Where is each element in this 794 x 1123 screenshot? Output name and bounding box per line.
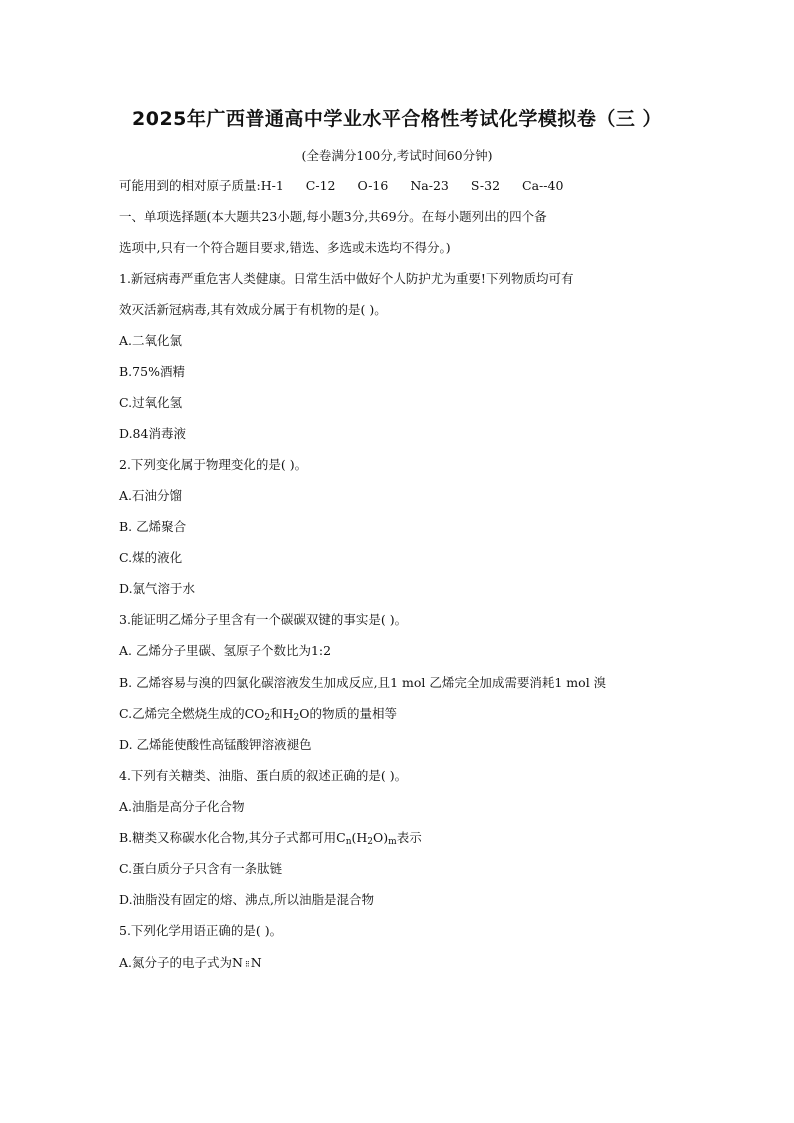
q3c-text-post: O的物质的量相等 [299,706,398,721]
atomic-mass-label: 可能用到的相对原子质量: [119,178,261,193]
question-1-option-c: C.过氧化氢 [119,395,183,410]
q4b-text-mid: O) [373,830,389,845]
atomic-mass-item: O-16 [357,178,389,193]
atomic-mass-item: Na-23 [410,178,449,193]
atomic-mass-item: C-12 [305,178,336,193]
q3c-text-pre: C.乙烯完全燃烧生成的CO [119,706,265,721]
electron-formula-n: N [250,955,262,970]
q4b-subscript: 2 [367,837,374,847]
atomic-mass-list [261,178,564,194]
q4b-text-post: 表示 [396,830,422,845]
q4b-subscript: m [388,837,397,847]
question-1-option-a: A.二氧化氯 [119,333,183,348]
q4b-subscript: n [345,837,352,847]
question-3-option-d: D. 乙烯能使酸性高锰酸钾溶液褪色 [119,737,312,752]
atomic-mass-item: Ca--40 [522,178,564,193]
q5a-text: A.氮分子的电子式为 [119,955,233,970]
question-3-stem: 3.能证明乙烯分子里含有一个碳碳双键的事实是( )。 [119,612,408,627]
q4b-text-pre: B.糖类又称碳水化合物,其分子式都可用C [119,830,346,845]
question-2-option-a: A.石油分馏 [119,488,183,503]
question-1-stem-line2: 效灭活新冠病毒,其有效成分属于有机物的是( )。 [119,302,387,317]
question-4-stem: 4.下列有关糖类、油脂、蛋白质的叙述正确的是( )。 [119,768,408,783]
q3c-text-mid: 和H [270,706,294,721]
question-1-option-b: B.75%酒精 [119,364,185,379]
electron-formula-n: N [232,955,243,970]
q3c-subscript: 2 [293,713,300,723]
question-5-option-a [119,955,262,973]
question-3-option-b: B. 乙烯容易与溴的四氯化碳溶液发生加成反应,且1 mol 乙烯完全加成需要消耗1 mol 溴 [119,675,607,690]
exam-subtitle: (全卷满分100分,考试时间60分钟) [301,148,493,163]
question-2-option-d: D.氯气溶于水 [119,581,196,596]
question-5-stem: 5.下列化学用语正确的是( )。 [119,923,283,938]
q4b-text-mid: (H [351,830,368,845]
question-4-option-b [119,830,422,846]
question-4-option-d: D.油脂没有固定的熔、沸点,所以油脂是混合物 [119,892,375,907]
question-2-stem: 2.下列变化属于物理变化的是( )。 [119,457,308,472]
question-2-option-b: B. 乙烯聚合 [119,519,187,534]
question-3-option-c [119,706,397,722]
question-3-option-a: A. 乙烯分子里碳、氢原子个数比为1:2 [119,643,332,658]
question-2-option-c: C.煤的液化 [119,550,183,565]
exam-title: 2025年广西普通高中学业水平合格性考试化学模拟卷（三 ） [132,108,662,130]
atomic-mass-item: H-1 [260,178,284,193]
question-4-option-c: C.蛋白质分子只含有一条肽链 [119,861,283,876]
q3c-subscript: 2 [264,713,271,723]
question-4-option-a: A.油脂是高分子化合物 [119,799,245,814]
atomic-mass-item: S-32 [470,178,501,193]
atomic-mass-line [119,178,563,194]
question-1-option-d: D.84消毒液 [119,426,186,441]
section-instructions-line1: 一、单项选择题(本大题共23小题,每小题3分,共69分。在每小题列出的四个备 [119,209,547,224]
section-instructions-line2: 选项中,只有一个符合题目要求,错选、多选或未选均不得分。) [119,240,451,255]
triple-bond-dots: ⁝⁝ [244,960,249,970]
question-1-stem-line1: 1.新冠病毒严重危害人类健康。日常生活中做好个人防护尤为重要!下列物质均可有 [119,271,574,286]
